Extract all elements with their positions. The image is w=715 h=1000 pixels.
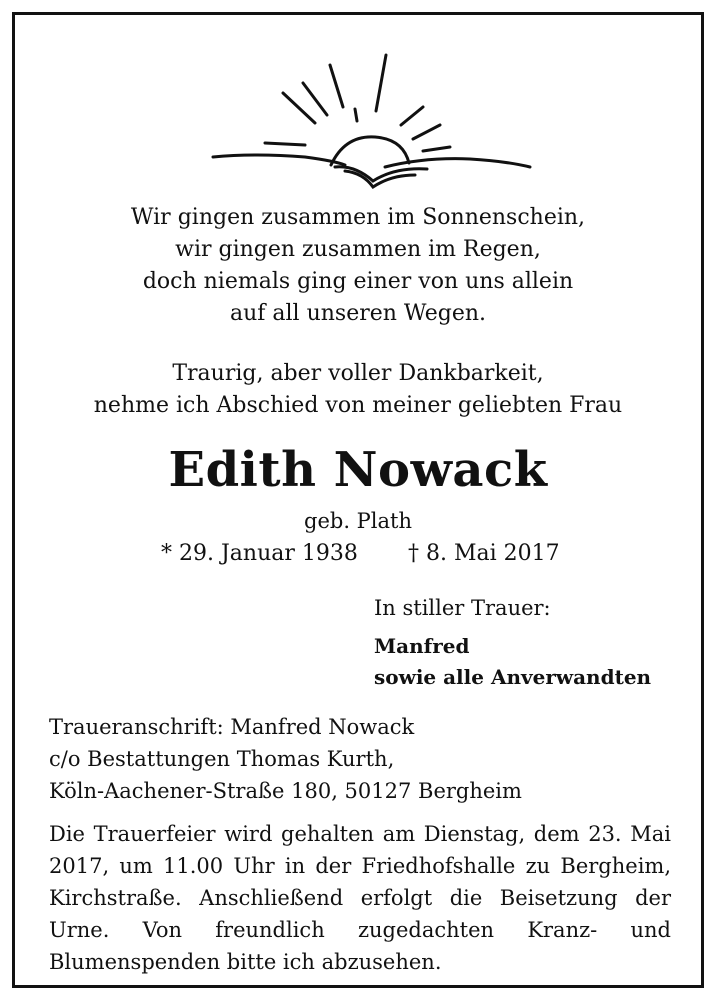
poem-line: Wir gingen zusammen im Sonnenschein, bbox=[130, 205, 586, 230]
address-line: Köln-Aachener-Straße 180, 50127 Bergheim bbox=[49, 779, 522, 803]
mourning-label: In stiller Trauer: bbox=[374, 596, 551, 620]
poem bbox=[15, 202, 701, 330]
maiden-name: geb. Plath bbox=[304, 509, 412, 533]
mourner-name: Manfred bbox=[374, 634, 470, 658]
deceased-name: Edith Nowack bbox=[168, 442, 548, 498]
poem-line: wir gingen zusammen im Regen, bbox=[175, 237, 541, 262]
ceremony-notice: Die Trauerfeier wird gehalten am Dienstag, dem 23. Mai 2017, um 11.00 Uhr in der Friedhofshalle zu Bergheim, Kirchstraße. Anschließend erfolgt die Beisetzung der Urne. Von freundlich zugedachten Kranz- und Blumenspenden bitte ich abzusehen. bbox=[49, 822, 671, 974]
mourners-list bbox=[374, 631, 651, 693]
intro-line: nehme ich Abschied von meiner geliebten Frau bbox=[93, 393, 623, 418]
mourning-address bbox=[49, 711, 522, 807]
obituary-frame bbox=[12, 12, 704, 988]
intro-line: Traurig, aber voller Dankbarkeit, bbox=[172, 361, 544, 386]
mourner-name: sowie alle Anverwandten bbox=[374, 665, 652, 689]
death-date: † 8. Mai 2017 bbox=[408, 541, 560, 566]
address-line: Traueranschrift: Manfred Nowack bbox=[49, 715, 415, 739]
poem-line: auf all unseren Wegen. bbox=[229, 301, 487, 326]
birth-date: * 29. Januar 1938 bbox=[161, 541, 358, 566]
intro-text bbox=[15, 358, 701, 422]
poem-line: doch niemals ging einer von uns allein bbox=[142, 269, 574, 294]
address-line: c/o Bestattungen Thomas Kurth, bbox=[49, 747, 395, 771]
rising-sun-icon bbox=[195, 45, 535, 195]
